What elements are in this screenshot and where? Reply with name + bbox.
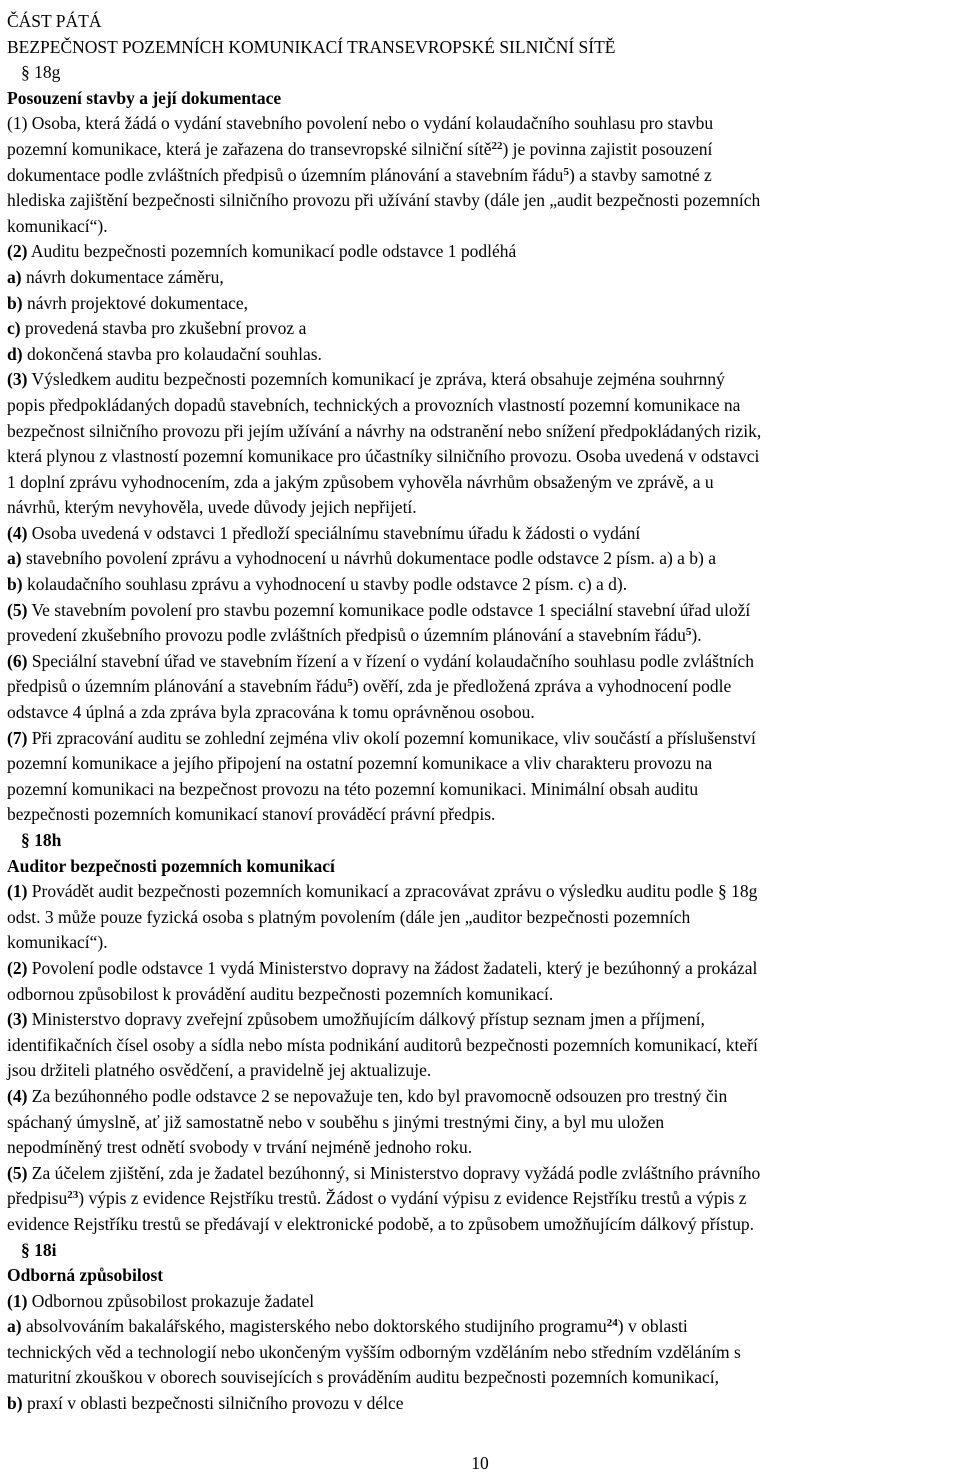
text-segment: (1) Osoba, která žádá o vydání stavebního povolení nebo o vydání kolaudačního souhlasu pro stavbu [7,113,714,134]
text-line [7,674,953,700]
text-segment: pozemní komunikace, která je zařazena do transevropské silniční sítě [7,138,492,159]
text-segment: § 18h [21,830,62,850]
document-body [7,9,953,1417]
text-segment: Speciální stavební úřad ve stavebním řízení a v řízení o vydání kolaudačního souhlasu podle zvláštních [27,650,754,671]
text-segment: technických věd a technologií nebo ukončeným vyšším odborným vzděláním nebo středním vzděláním s [7,1341,741,1362]
text-segment: Odborná způsobilost [7,1265,164,1286]
text-line [7,1110,953,1136]
text-segment: odst. 3 může pouze fyzická osoba s platným povolením (dále jen „auditor bezpečnosti pozemních [7,906,691,927]
text-segment: (3) [7,369,28,390]
text-line [7,726,953,752]
text-line [7,1340,953,1366]
text-segment: (6) [7,650,28,671]
page-number: 10 [471,1453,489,1473]
text-line [7,470,953,496]
text-segment: b) [7,1393,23,1414]
text-line [7,1314,953,1340]
text-segment: ). [691,625,702,646]
text-segment: a) [7,266,22,287]
text-segment: spáchaný úmyslně, ať již samostatně nebo v souběhu s jinými trestnými činy, a byl mu uložen [7,1111,665,1132]
text-segment: evidence Rejstříku trestů se předávají v elektronické podobě, a to způsobem umožňujícím dálkový přístup. [7,1213,754,1234]
text-segment: d) [7,343,23,364]
text-segment: (5) [7,1162,28,1183]
text-segment: provedená stavba pro zkušební provoz a [20,318,307,339]
text-segment: komunikací“). [7,932,108,953]
text-segment: Ministerstvo dopravy zveřejní způsobem umožňujícím dálkový přístup seznam jmen a příjmení, [27,1009,705,1030]
text-line [7,291,953,317]
text-segment: dokumentace podle zvláštních předpisů o územním plánování a stavebním řádu [7,164,564,185]
text-line [7,35,953,61]
text-segment: (2) [7,957,28,978]
text-segment: Auditor bezpečnosti pozemních komunikací [7,855,335,876]
text-segment: identifikačních čísel osoby a sídla nebo místa podnikání auditorů bezpečnosti pozemních komunikací, kteří [7,1034,758,1055]
text-segment: pozemní komunikace a jejího připojení na ostatní pozemní komunikace a vliv charakteru provozu na [7,753,713,774]
text-segment: ČÁST PÁTÁ [7,11,102,31]
text-segment: odbornou způsobilost k provádění auditu bezpečnosti pozemních komunikací. [7,983,554,1004]
text-line [7,956,953,982]
text-segment: Ve stavebním povolení pro stavbu pozemní komunikace podle odstavce 1 speciální stavební úřad uloží [27,599,751,620]
text-line [7,9,953,35]
text-segment: bezpečnost silničního provozu při jejím užívání a návrhy na odstranění nebo snížení předpokládaných rizik, [7,420,762,441]
text-segment: provedení zkušebního provozu podle zvláštních předpisů o územním plánování a stavebním řádu [7,625,686,646]
text-segment: (4) [7,1085,28,1106]
text-segment: stavebního povolení zprávu a vyhodnocení u návrhů dokumentace podle odstavce 2 písm. a) a b) a [21,548,717,569]
text-segment: a) [7,1316,22,1337]
footnote-ref: 5 [563,165,569,178]
text-line [7,86,953,112]
text-segment: hlediska zajištění bezpečnosti silničního provozu při užívání stavby (dále jen „audit bezpečnosti pozemních [7,190,761,211]
text-segment: ) výpis z evidence Rejstříku trestů. Žádost o vydání výpisu z evidence Rejstříku trestů a výpis z [78,1188,747,1209]
footnote-ref: 24 [606,1317,618,1330]
text-segment: Provádět audit bezpečnosti pozemních komunikací a zpracovávat zprávu o výsledku auditu podle § 18g [27,881,758,902]
text-line [7,137,953,163]
text-segment: Auditu bezpečnosti pozemních komunikací podle odstavce 1 podléhá [27,241,517,262]
text-line [7,1289,953,1315]
text-segment: dokončená stavba pro kolaudační souhlas. [22,343,322,364]
text-line [7,1033,953,1059]
text-line [7,1007,953,1033]
text-line [7,802,953,828]
text-segment: předpisů o územním plánování a stavebním řádu [7,676,348,697]
text-line [7,828,953,854]
text-segment: b) [7,574,23,595]
text-segment: BEZPEČNOST POZEMNÍCH KOMUNIKACÍ TRANSEVROPSKÉ SILNIČNÍ SÍTĚ [7,36,616,57]
text-line [7,163,953,189]
text-segment: komunikací“). [7,215,108,236]
text-segment: pozemní komunikaci na bezpečnost provozu na této pozemní komunikaci. Minimální obsah auditu [7,778,699,799]
text-line [7,342,953,368]
text-segment: praxí v oblasti bezpečnosti silničního provozu v délce [22,1393,404,1414]
text-segment: Za účelem zjištění, zda je žadatel bezúhonný, si Ministerstvo dopravy vyžádá podle zvláštního právního [27,1162,761,1183]
text-segment: (3) [7,1009,28,1030]
text-line [7,1263,953,1289]
text-line [7,239,953,265]
text-segment: (5) [7,599,28,620]
text-line [7,1391,953,1417]
text-line [7,700,953,726]
text-line [7,777,953,803]
text-segment: maturitní zkouškou v oborech souvisejících s prováděním auditu bezpečnosti pozemních komunikací, [7,1367,719,1388]
text-segment: ) a stavby samotné z [568,164,712,185]
text-segment: Odbornou způsobilost prokazuje žadatel [27,1290,315,1311]
text-segment: odstavce 4 úplná a zda zpráva byla zpracována k tomu oprávněnou osobou. [7,702,535,723]
text-line [7,854,953,880]
text-line [7,1365,953,1391]
text-segment: Osoba uvedená v odstavci 1 předloží speciálnímu stavebnímu úřadu k žádosti o vydání [27,522,641,543]
text-segment: bezpečnosti pozemních komunikací stanoví prováděcí právní předpis. [7,804,496,825]
text-segment: Při zpracování auditu se zohlední zejména vliv okolí pozemní komunikace, vliv součástí a příslušenství [27,727,756,748]
text-line [7,751,953,777]
text-line [7,1238,953,1264]
text-segment: popis předpokládaných dopadů stavebních, technických a provozních vlastností pozemní komunikace na [7,394,741,415]
text-segment: (1) [7,881,28,902]
text-line [7,419,953,445]
text-line [7,111,953,137]
text-line [7,367,953,393]
text-line [7,930,953,956]
text-line [7,1084,953,1110]
text-segment: 1 doplní zprávu vyhodnocením, zda a jakým způsobem vyhověla návrhům obsaženým ve zprávě, a u [7,471,714,492]
text-segment: návrh projektové dokumentace, [22,292,249,313]
text-line [7,1058,953,1084]
text-segment: předpisu [7,1188,68,1209]
text-segment: Za bezúhonného podle odstavce 2 se nepovažuje ten, kdo byl pravomocně odsouzen pro trestný čin [27,1085,728,1106]
text-line [7,649,953,675]
text-line [7,393,953,419]
text-line [7,521,953,547]
footnote-ref: 23 [67,1189,79,1202]
text-line [7,188,953,214]
text-segment: absolvováním bakalářského, magisterského nebo doktorského studijního programu [21,1316,607,1337]
text-segment: ) ověří, zda je předložená zpráva a vyhodnocení podle [352,676,732,697]
footnote-ref: 5 [685,626,692,639]
text-segment: návrhů, kterým nevyhověla, uvede důvody jejich nepřijetí. [7,497,417,518]
text-line [7,598,953,624]
text-line [7,265,953,291]
text-line [7,495,953,521]
text-line [7,879,953,905]
text-line [7,905,953,931]
text-line [7,1186,953,1212]
text-segment: c) [7,318,21,339]
text-line [7,60,953,86]
text-line [7,546,953,572]
text-segment: nepodmíněný trest odnětí svobody v trvání nejméně jednoho roku. [7,1137,473,1158]
text-segment: kolaudačního souhlasu zprávu a vyhodnocení u stavby podle odstavce 2 písm. c) a d). [22,574,628,595]
text-segment: § 18g [21,62,61,83]
text-segment: návrh dokumentace záměru, [21,266,224,287]
text-line [7,316,953,342]
text-line [7,1161,953,1187]
text-line [7,1135,953,1161]
text-line [7,1212,953,1238]
text-segment: (1) [7,1290,28,1311]
footnote-ref: 22 [491,139,503,152]
text-line [7,982,953,1008]
text-segment: Výsledkem auditu bezpečnosti pozemních komunikací je zpráva, která obsahuje zejména souhrnný [27,369,725,390]
text-line [7,572,953,598]
text-segment: (2) [7,241,28,262]
footnote-ref: 5 [347,677,353,690]
text-segment: jsou držiteli platného osvědčení, a pravidelně jej aktualizuje. [7,1060,432,1081]
text-segment: ) je povinna zajistit posouzení [502,138,713,159]
text-segment: b) [7,292,23,313]
text-segment: (7) [7,727,28,748]
text-line [7,623,953,649]
text-segment: Posouzení stavby a její dokumentace [7,87,282,108]
text-segment: která plynou z vlastností pozemní komunikace pro účastníky silničního provozu. Osoba uvedená v odstavci [7,446,760,467]
text-segment: a) [7,548,22,569]
text-segment: (4) [7,522,28,543]
text-segment: Povolení podle odstavce 1 vydá Ministerstvo dopravy na žádost žadateli, který je bezúhonný a prokázal [27,957,758,978]
text-line [7,444,953,470]
text-line [7,214,953,240]
text-segment: ) v oblasti [617,1316,688,1337]
text-segment: § 18i [21,1239,57,1260]
